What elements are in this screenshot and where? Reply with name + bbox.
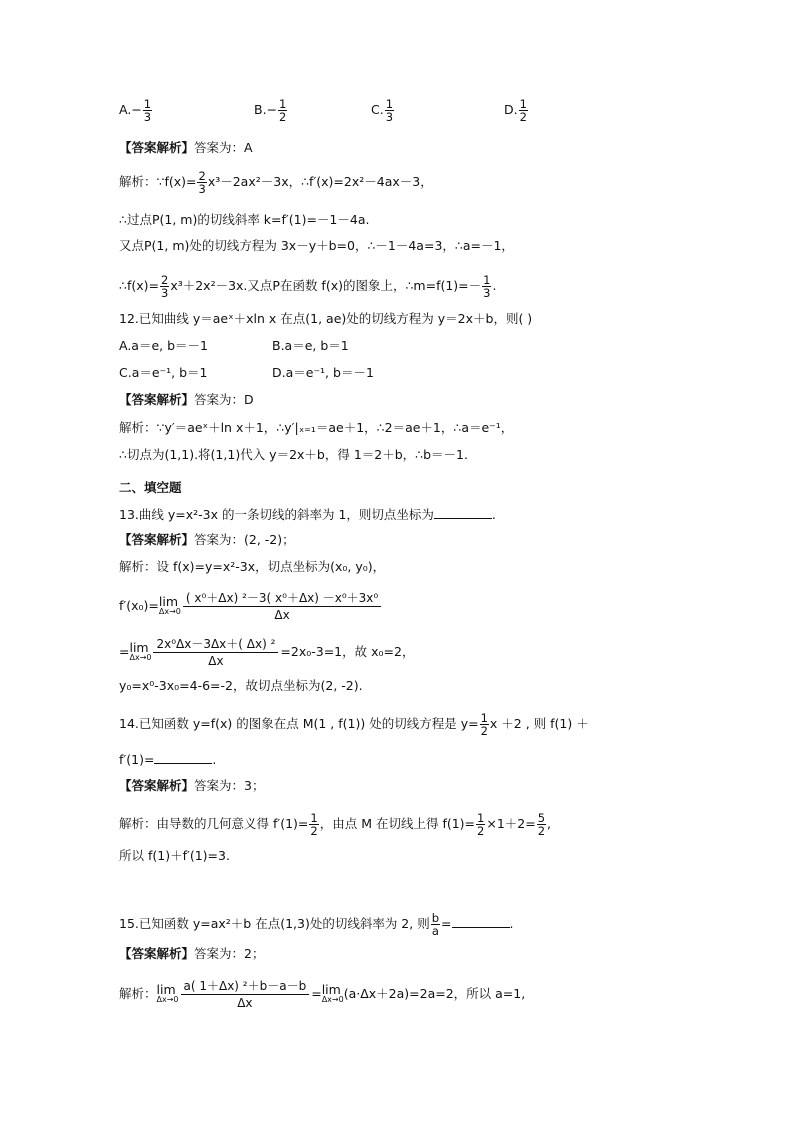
- fraction-denominator: 2: [279, 110, 287, 124]
- fraction-denominator: 2: [477, 824, 485, 838]
- limit-subscript: Δx→0: [156, 994, 179, 1004]
- fraction-numerator: 1: [279, 97, 287, 111]
- fraction-numerator: 1: [310, 811, 318, 825]
- fraction-numerator: 1: [480, 711, 488, 725]
- fraction-numerator: 1: [143, 97, 152, 111]
- q11-solution-line-2: ∴过点P(1, m)的切线斜率 k=f′(1)=－1－4a.: [119, 212, 370, 227]
- answer-tag: 【答案解析】: [119, 946, 195, 961]
- fraction-denominator: 2: [310, 824, 318, 838]
- answer-tag: 【答案解析】: [119, 778, 195, 793]
- fraction-numerator: 5: [537, 811, 546, 825]
- limit-subscript: Δx→0: [129, 652, 152, 662]
- option-fraction: [519, 98, 528, 123]
- answer-tag: 【答案解析】: [119, 532, 195, 547]
- limit-text: lim: [129, 639, 149, 655]
- stem-text: 14.已知函数 y=f(x) 的图象在点 M(1 , f(1)) 处的切线方程是 y=: [119, 716, 479, 731]
- q11-solution-line-1: [119, 170, 433, 195]
- answer-text: 答案为：A: [194, 140, 253, 155]
- fraction: [160, 274, 169, 299]
- fraction: [153, 636, 278, 669]
- q12-option-d: D.a＝e⁻¹, b＝－1: [272, 365, 374, 380]
- stem-text: 15.已知函数 y=ax²＋b 在点(1,3)处的切线斜率为 2, 则: [119, 916, 430, 931]
- fraction-numerator: 2x⁰Δx－3Δx＋( Δx) ²: [153, 636, 278, 653]
- fraction-numerator: ( x⁰＋Δx) ²－3( x⁰＋Δx) －x⁰＋3x⁰: [183, 590, 381, 607]
- q11-option-d: [504, 98, 529, 123]
- q12-stem: 12.已知曲线 y＝aeˣ＋xln x 在点(1, ae)处的切线方程为 y＝2x＋b，则( ): [119, 311, 533, 326]
- fraction-numerator: 2: [198, 169, 206, 183]
- limit-operator: [158, 593, 181, 617]
- q12-answer: [119, 392, 254, 408]
- stem-text: f′(1)=: [119, 752, 155, 767]
- fraction-numerator: a( 1＋Δx) ²＋b－a－b: [181, 978, 310, 995]
- solution-text: 解析：: [119, 986, 157, 1001]
- solution-text: (a·Δx＋2a)=2a=2，所以 a=1,: [343, 986, 526, 1001]
- fraction-denominator: Δx: [237, 996, 253, 1010]
- stem-text: 13.曲线 y=x²-3x 的一条切线的斜率为 1，则切点坐标为: [119, 507, 434, 522]
- q15-solution-line-1: [119, 978, 525, 1011]
- q13-stem: [119, 506, 496, 523]
- q12-option-b: B.a＝e, b＝1: [272, 338, 349, 353]
- q13-answer: [119, 532, 295, 548]
- stem-text: .: [212, 752, 217, 767]
- limit-operator: [321, 981, 344, 1005]
- q15-stem: [119, 912, 514, 937]
- fraction: [480, 712, 489, 737]
- fraction: [482, 274, 491, 299]
- fraction: [181, 978, 310, 1011]
- fraction-numerator: 2: [160, 273, 169, 287]
- q15-answer: [119, 946, 264, 962]
- solution-text: x³＋2x²－3x.又点P在函数 f(x)的图象上，∴m=f(1)=－: [170, 278, 482, 293]
- q13-solution-line-3: [119, 636, 414, 669]
- option-sign: −: [266, 102, 278, 117]
- q14-stem-line-2: [119, 751, 216, 768]
- option-sign: −: [131, 102, 142, 117]
- fraction-denominator: a: [431, 924, 439, 938]
- option-fraction: [278, 98, 287, 123]
- solution-text: =: [311, 986, 322, 1001]
- q13-solution-line-1: 解析：设 f(x)=y=x²-3x，切点坐标为(x₀, y₀)，: [119, 559, 386, 574]
- q11-answer: [119, 140, 253, 156]
- fraction: [183, 590, 381, 623]
- solution-text: ∴f(x)=: [119, 278, 159, 293]
- fraction-denominator: 3: [143, 110, 152, 124]
- fraction-numerator: b: [431, 911, 440, 925]
- fraction-numerator: 1: [385, 97, 394, 111]
- fraction-denominator: 3: [198, 182, 206, 196]
- q11-option-c: [371, 98, 395, 123]
- solution-text: ×1＋2=: [486, 816, 536, 831]
- answer-text: 答案为：D: [194, 392, 254, 407]
- stem-text: x ＋2 , 则 f(1) ＋: [489, 716, 589, 731]
- fraction-numerator: 1: [477, 811, 485, 825]
- solution-text: ，由点 M 在切线上得 f(1)=: [319, 816, 476, 831]
- option-fraction: [143, 98, 152, 123]
- q13-solution-line-4: y₀=x⁰-3x₀=4-6=-2，故切点坐标为(2, -2).: [119, 678, 363, 693]
- q14-stem-line-1: [119, 712, 589, 737]
- q14-answer: [119, 778, 264, 794]
- limit-operator: [129, 639, 152, 663]
- q12-option-c: C.a＝e⁻¹, b＝1: [119, 365, 208, 380]
- stem-text: =: [441, 916, 452, 931]
- q11-option-a: [119, 98, 153, 123]
- fraction: [197, 170, 206, 195]
- fraction: [309, 812, 318, 837]
- solution-text: =: [119, 644, 130, 659]
- answer-blank: [452, 915, 510, 928]
- fraction-denominator: Δx: [274, 608, 290, 622]
- fraction-numerator: 1: [483, 273, 491, 287]
- q14-solution-line-1: [119, 812, 551, 837]
- q12-solution-line-1: 解析：∵y′＝aeˣ＋ln x＋1，∴y′|ₓ₌₁＝ae＋1，∴2＝ae＋1，∴a＝e⁻¹，: [119, 420, 514, 435]
- answer-blank: [154, 751, 212, 764]
- fraction: [431, 912, 440, 937]
- option-fraction: [385, 98, 394, 123]
- q14-solution-line-2: 所以 f(1)＋f′(1)=3.: [119, 848, 230, 863]
- limit-operator: [156, 981, 179, 1005]
- limit-subscript: Δx→0: [321, 994, 344, 1004]
- solution-text: =2x₀-3=1，故 x₀=2，: [280, 644, 415, 659]
- q12-solution-line-2: ∴切点为(1,1).将(1,1)代入 y＝2x＋b，得 1＝2＋b，∴b＝－1.: [119, 447, 468, 462]
- q11-option-b: [254, 98, 288, 123]
- fraction-denominator: Δx: [208, 654, 224, 668]
- solution-text: x³－2ax²－3x，∴f′(x)=2x²－4ax－3，: [207, 174, 433, 189]
- solution-text: ,: [547, 816, 552, 831]
- answer-tag: 【答案解析】: [119, 140, 195, 155]
- limit-text: lim: [158, 593, 178, 609]
- fraction-denominator: 2: [519, 110, 527, 124]
- limit-text: lim: [321, 981, 341, 997]
- limit-subscript: Δx→0: [158, 606, 181, 616]
- fraction-denominator: 3: [483, 286, 491, 300]
- q11-solution-line-4: [119, 274, 496, 299]
- solution-text: f′(x₀)=: [119, 598, 159, 613]
- fraction-numerator: 1: [519, 97, 527, 111]
- limit-text: lim: [156, 981, 176, 997]
- option-label: A.: [119, 102, 132, 117]
- fraction: [537, 812, 546, 837]
- q13-solution-line-2: [119, 590, 383, 623]
- stem-text: .: [491, 507, 496, 522]
- answer-blank: [434, 506, 492, 519]
- answer-text: 答案为：2；: [194, 946, 265, 961]
- answer-text: 答案为：3；: [194, 778, 265, 793]
- fraction-denominator: 2: [480, 724, 488, 738]
- q12-option-a: A.a＝e, b＝－1: [119, 338, 208, 353]
- section-heading: 二、填空题: [119, 480, 182, 495]
- answer-text: 答案为：(2, -2)；: [194, 532, 295, 547]
- option-label: D.: [504, 102, 518, 117]
- option-label: C.: [371, 102, 384, 117]
- stem-text: .: [509, 916, 514, 931]
- fraction-denominator: 3: [385, 110, 394, 124]
- q11-solution-line-3: 又点P(1, m)处的切线方程为 3x－y＋b=0，∴－1－4a=3，∴a=－1，: [119, 238, 514, 253]
- option-label: B.: [254, 102, 267, 117]
- fraction-denominator: 3: [160, 286, 169, 300]
- fraction: [476, 812, 485, 837]
- fraction-denominator: 2: [537, 824, 546, 838]
- solution-text: .: [492, 278, 497, 293]
- answer-tag: 【答案解析】: [119, 392, 195, 407]
- solution-text: 解析：∵f(x)=: [119, 174, 197, 189]
- solution-text: 解析：由导数的几何意义得 f′(1)=: [119, 816, 309, 831]
